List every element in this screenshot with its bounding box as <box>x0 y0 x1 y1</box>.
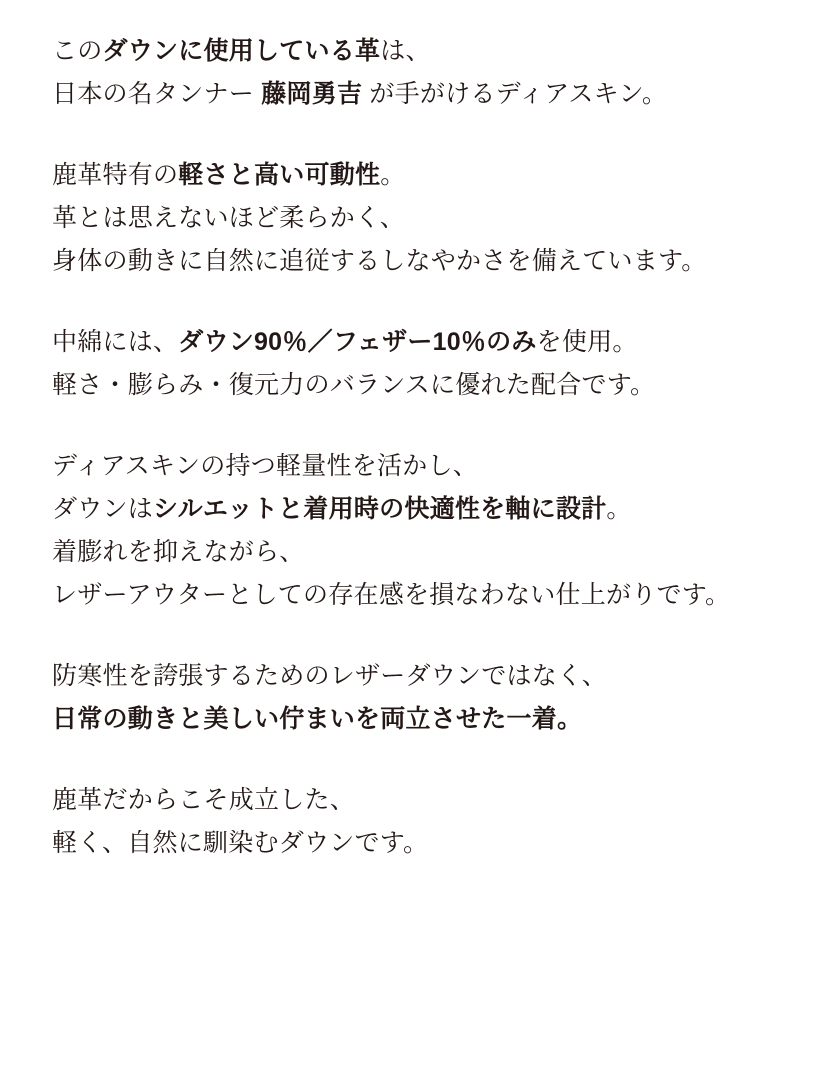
body-text: 革とは思えないほど柔らかく、 <box>52 204 406 232</box>
text-line <box>52 73 812 116</box>
emphasis-text: 日常の動きと美しい佇まいを両立させた一着。 <box>52 705 583 733</box>
body-text: 。 <box>380 161 406 189</box>
text-line <box>52 531 812 574</box>
paragraph-deerskin-properties <box>52 154 812 283</box>
body-text: を使用。 <box>536 328 638 356</box>
body-text: 中綿には、 <box>52 328 179 356</box>
text-line <box>52 698 812 741</box>
body-text: 。 <box>606 495 632 523</box>
text-line <box>52 655 812 698</box>
body-text: この <box>52 37 103 65</box>
body-text: 鹿革だからこそ成立した、 <box>52 786 356 814</box>
text-line <box>52 779 812 822</box>
text-line <box>52 240 812 283</box>
body-text: 鹿革特有の <box>52 161 179 189</box>
paragraph-leather-intro <box>52 30 812 116</box>
emphasis-text: 軽さと高い可動性 <box>178 161 381 189</box>
text-line <box>52 445 812 488</box>
text-line <box>52 364 812 407</box>
text-line <box>52 488 812 531</box>
body-text: は、 <box>380 37 431 65</box>
product-description-text <box>52 30 812 865</box>
body-text: 身体の動きに自然に追従するしなやかさを備えています。 <box>52 247 707 275</box>
body-text: ダウンは <box>52 495 154 523</box>
emphasis-text: ダウン90％／フェザー10％のみ <box>178 328 537 356</box>
emphasis-text: 藤岡勇吉 <box>261 80 363 108</box>
body-text: が手がけるディアスキン。 <box>362 80 668 108</box>
text-line <box>52 822 812 865</box>
text-line <box>52 30 812 73</box>
paragraph-down-filling <box>52 321 812 407</box>
text-line <box>52 197 812 240</box>
emphasis-text: ダウンに使用している革 <box>102 37 381 65</box>
text-line <box>52 321 812 364</box>
body-text: 日本の名タンナー <box>52 80 262 108</box>
paragraph-closing <box>52 779 812 865</box>
body-text: 着膨れを抑えながら、 <box>52 538 305 566</box>
text-line <box>52 154 812 197</box>
body-text: レザーアウターとしての存在感を損なわない仕上がりです。 <box>52 581 731 609</box>
paragraph-philosophy <box>52 655 812 741</box>
body-text: 軽さ・膨らみ・復元力のバランスに優れた配合です。 <box>52 371 656 399</box>
body-text: 防寒性を誇張するためのレザーダウンではなく、 <box>52 662 608 690</box>
text-line <box>52 574 812 617</box>
emphasis-text: シルエットと着用時の快適性を軸に設計 <box>153 495 607 523</box>
body-text: 軽く、自然に馴染むダウンです。 <box>52 829 429 857</box>
body-text: ディアスキンの持つ軽量性を活かし、 <box>52 452 479 480</box>
paragraph-design-concept <box>52 445 812 617</box>
